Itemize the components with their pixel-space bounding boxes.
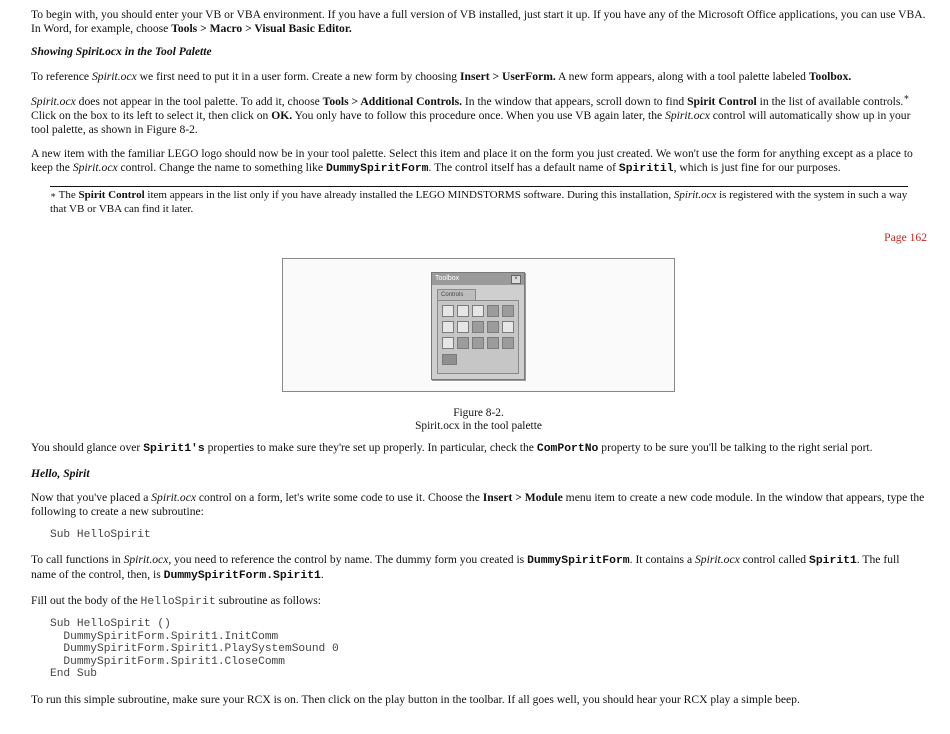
scrollbar-tool-icon bbox=[472, 337, 484, 349]
text-run: To reference bbox=[31, 70, 92, 83]
text-run: control. Change the name to something like bbox=[117, 161, 326, 174]
textbox-tool-icon bbox=[472, 305, 484, 317]
spinbutton-tool-icon bbox=[487, 337, 499, 349]
pointer-tool-icon bbox=[442, 305, 454, 317]
text-run: You should glance over bbox=[31, 441, 144, 454]
page-number: Page 162 bbox=[884, 231, 927, 244]
listbox-tool-icon bbox=[502, 305, 514, 317]
code-dummyspiritform: DummySpiritForm bbox=[527, 555, 630, 567]
filename-spirit-ocx: Spirit.ocx bbox=[151, 491, 197, 504]
text-run: is registered with the system in such a way that VB or VBA can find it later. bbox=[50, 189, 908, 215]
code-dummyspiritform: DummySpiritForm bbox=[325, 163, 429, 175]
text-run: , which is just fine for our purposes. bbox=[673, 161, 841, 174]
frame-tool-icon bbox=[487, 321, 499, 333]
intro-paragraph bbox=[31, 8, 926, 36]
filename-spirit-ocx: Spirit.ocx bbox=[31, 95, 76, 108]
toolbox-title: Toolbox bbox=[435, 275, 460, 282]
run-paragraph: To run this simple subroutine, make sure your RCX is on. Then click on the play button in the toolbar. If all goes well, you should hear your RCX play a simple beep. bbox=[31, 693, 800, 706]
code-comportno: ComPortNo bbox=[536, 443, 599, 455]
controls-tab: Controls bbox=[437, 289, 476, 300]
toolbox-titlebar bbox=[432, 273, 524, 285]
togglebutton-tool-icon bbox=[472, 321, 484, 333]
intro-text: To begin with, you should enter your VB or VBA environment. If you have a full version of VB installed, just start it up. If you have any of the Microsoft Office applications, you can use VBA. In Word, for example, choose bbox=[31, 8, 926, 35]
text-run: control on a form, let's write some code to use it. Choose the bbox=[196, 491, 483, 504]
filename-spirit-ocx: Spirit.ocx, bbox=[123, 553, 172, 566]
toolbox-term: Toolbox. bbox=[808, 70, 852, 83]
lego-logo-paragraph bbox=[31, 147, 926, 176]
filename-spirit-ocx: Spirit.ocx bbox=[673, 189, 717, 201]
text-run: A new item with the familiar LEGO logo should now be in your tool palette. Select this item and place it on the form you just created. We won't use the form for anything except as a place to keep the bbox=[31, 147, 913, 174]
label-tool-icon bbox=[457, 305, 469, 317]
commandbutton-tool-icon bbox=[502, 321, 514, 333]
text-run: Fill out the body of the bbox=[31, 594, 141, 607]
text-run: item appears in the list only if you have already installed the LEGO MINDSTORMS software. During this installation, bbox=[144, 189, 674, 201]
toolbox-controls-panel bbox=[437, 300, 519, 374]
footnote-marker: ∗ bbox=[50, 190, 57, 200]
toolbox-window bbox=[431, 272, 525, 380]
code-hellospirit: HelloSpirit bbox=[140, 596, 216, 608]
code-block-hellospirit: Sub HelloSpirit () DummySpiritForm.Spirit1.InitComm DummySpiritForm.Spirit1.PlaySystemSound 0 DummySpiritForm.Spirit1.CloseComm End Sub bbox=[50, 618, 339, 681]
text-run: The bbox=[56, 189, 79, 201]
text-run: In the window that appears, scroll down to find bbox=[462, 95, 688, 108]
text-run: control called bbox=[739, 553, 809, 566]
filename-spirit-ocx: Spirit.ocx bbox=[72, 161, 118, 174]
text-run: you need to reference the control by name. The dummy form you created is bbox=[171, 553, 528, 566]
figure-toolbox-image bbox=[282, 258, 675, 392]
code-spiritil: Spiritil bbox=[618, 163, 674, 175]
reference-by-name-paragraph bbox=[31, 553, 926, 583]
figure-caption-title: Spirit.ocx in the tool palette bbox=[415, 420, 542, 432]
text-run: control will automatically show up in your tool palette, as shown in Figure 8-2. bbox=[31, 109, 911, 136]
footnote bbox=[50, 188, 910, 216]
properties-paragraph bbox=[31, 441, 926, 456]
menu-path-vbe: Tools > Macro > Visual Basic Editor. bbox=[171, 22, 352, 35]
tabstrip-tool-icon bbox=[442, 337, 454, 349]
spirit-control-term: Spirit Control bbox=[78, 189, 145, 201]
text-run: in the list of available controls. bbox=[756, 95, 904, 108]
module-paragraph bbox=[31, 491, 926, 519]
text-run: To call functions in bbox=[31, 553, 124, 566]
close-icon: × bbox=[511, 275, 521, 284]
spirit-control-term: Spirit Control bbox=[687, 95, 757, 108]
section-heading-hello-spirit: Hello, Spirit bbox=[31, 467, 90, 480]
text-run: . The full name of the control, then, is bbox=[31, 553, 900, 581]
text-run: Click on the box to its left to select it, then click on bbox=[31, 109, 272, 122]
additional-controls-paragraph bbox=[31, 92, 926, 137]
footnote-divider bbox=[50, 186, 908, 187]
code-spirit1s: Spirit1's bbox=[143, 443, 205, 455]
menu-path-additional-controls: Tools > Additional Controls. bbox=[322, 95, 462, 108]
text-run: we first need to put it in a user form. Create a new form by choosing bbox=[136, 70, 460, 83]
text-run: . It contains a bbox=[629, 553, 695, 566]
figure-caption-number: Figure 8-2. bbox=[453, 407, 504, 419]
text-run: property to be sure you'll be talking to the right serial port. bbox=[598, 441, 873, 454]
text-run: . bbox=[320, 568, 324, 581]
text-run: You only have to follow this procedure once. When you use VB again later, the bbox=[292, 109, 666, 122]
code-spirit1: Spirit1 bbox=[808, 555, 857, 567]
text-run: . The control itself has a default name of bbox=[428, 161, 619, 174]
code-block-sub-declaration: Sub HelloSpirit bbox=[50, 529, 151, 541]
menu-path-userform: Insert > UserForm. bbox=[460, 70, 556, 83]
ok-term: OK. bbox=[271, 109, 293, 122]
footnote-marker-link[interactable]: ∗ bbox=[903, 92, 910, 103]
menu-path-module: Insert > Module bbox=[482, 491, 563, 504]
code-full-control-name: DummySpiritForm.Spirit1 bbox=[163, 570, 321, 582]
text-run: menu item to create a new code module. In the window that appears, type the following to create a new subroutine: bbox=[31, 491, 925, 518]
section-heading-tool-palette: Showing Spirit.ocx in the Tool Palette bbox=[31, 45, 212, 58]
optionbutton-tool-icon bbox=[457, 321, 469, 333]
image-tool-icon bbox=[502, 337, 514, 349]
lego-spirit-control-icon bbox=[442, 354, 457, 365]
text-run: properties to make sure they're set up properly. In particular, check the bbox=[204, 441, 537, 454]
text-run: does not appear in the tool palette. To add it, choose bbox=[75, 95, 323, 108]
checkbox-tool-icon bbox=[442, 321, 454, 333]
filename-spirit-ocx: Spirit.ocx bbox=[91, 70, 137, 83]
multipage-tool-icon bbox=[457, 337, 469, 349]
combobox-tool-icon bbox=[487, 305, 499, 317]
text-run: Now that you've placed a bbox=[31, 491, 152, 504]
filename-spirit-ocx: Spirit.ocx bbox=[665, 109, 710, 122]
reference-paragraph bbox=[31, 70, 926, 84]
text-run: subroutine as follows: bbox=[215, 594, 322, 607]
fill-body-paragraph bbox=[31, 594, 926, 609]
filename-spirit-ocx: Spirit.ocx bbox=[695, 553, 740, 566]
text-run: A new form appears, along with a tool palette labeled bbox=[555, 70, 809, 83]
